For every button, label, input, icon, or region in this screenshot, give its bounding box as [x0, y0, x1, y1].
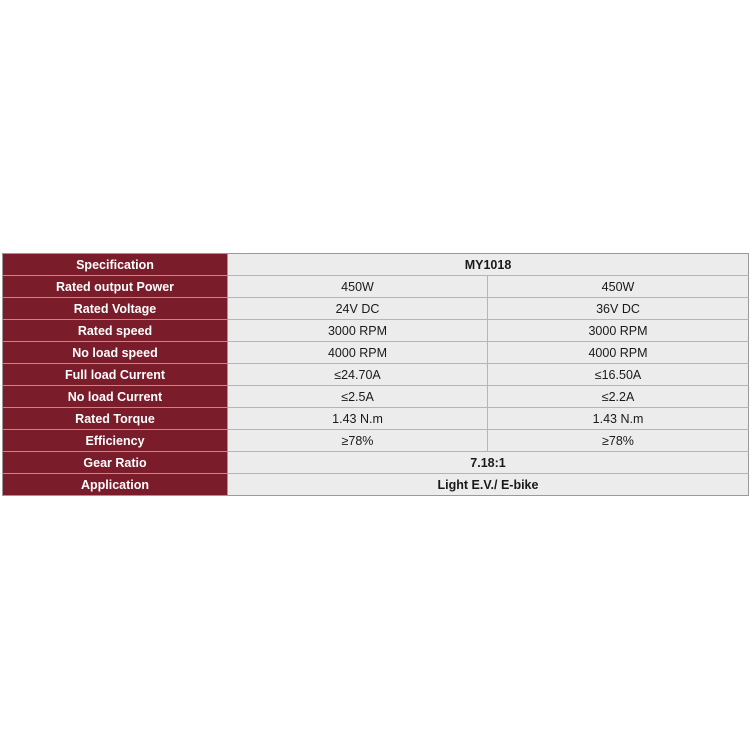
application-row	[3, 474, 749, 496]
row-label: Rated speed	[3, 320, 228, 342]
table-row	[3, 386, 749, 408]
value-36v: 36V DC	[488, 298, 749, 320]
value-24v: ≤24.70A	[228, 364, 488, 386]
value-24v: 3000 RPM	[228, 320, 488, 342]
value-24v: ≥78%	[228, 430, 488, 452]
table-row	[3, 342, 749, 364]
value-24v: ≤2.5A	[228, 386, 488, 408]
model-name: MY1018	[228, 254, 749, 276]
gear-ratio-row	[3, 452, 749, 474]
header-row	[3, 254, 749, 276]
row-label: Full load Current	[3, 364, 228, 386]
value-36v: ≥78%	[488, 430, 749, 452]
row-label: Rated output Power	[3, 276, 228, 298]
value-24v: 4000 RPM	[228, 342, 488, 364]
table-row	[3, 430, 749, 452]
value-36v: 4000 RPM	[488, 342, 749, 364]
application-label: Application	[3, 474, 228, 496]
gear-ratio-label: Gear Ratio	[3, 452, 228, 474]
specification-table-body	[3, 254, 749, 496]
table-row	[3, 276, 749, 298]
specification-label: Specification	[3, 254, 228, 276]
value-36v: ≤2.2A	[488, 386, 749, 408]
specification-table	[2, 253, 749, 496]
value-36v: 450W	[488, 276, 749, 298]
value-24v: 24V DC	[228, 298, 488, 320]
table-row	[3, 364, 749, 386]
table-row	[3, 298, 749, 320]
row-label: No load Current	[3, 386, 228, 408]
value-36v: 3000 RPM	[488, 320, 749, 342]
table-row	[3, 408, 749, 430]
value-24v: 1.43 N.m	[228, 408, 488, 430]
value-24v: 450W	[228, 276, 488, 298]
application-value: Light E.V./ E-bike	[228, 474, 749, 496]
value-36v: 1.43 N.m	[488, 408, 749, 430]
row-label: Rated Torque	[3, 408, 228, 430]
row-label: Efficiency	[3, 430, 228, 452]
row-label: No load speed	[3, 342, 228, 364]
table-row	[3, 320, 749, 342]
row-label: Rated Voltage	[3, 298, 228, 320]
gear-ratio-value: 7.18:1	[228, 452, 749, 474]
value-36v: ≤16.50A	[488, 364, 749, 386]
